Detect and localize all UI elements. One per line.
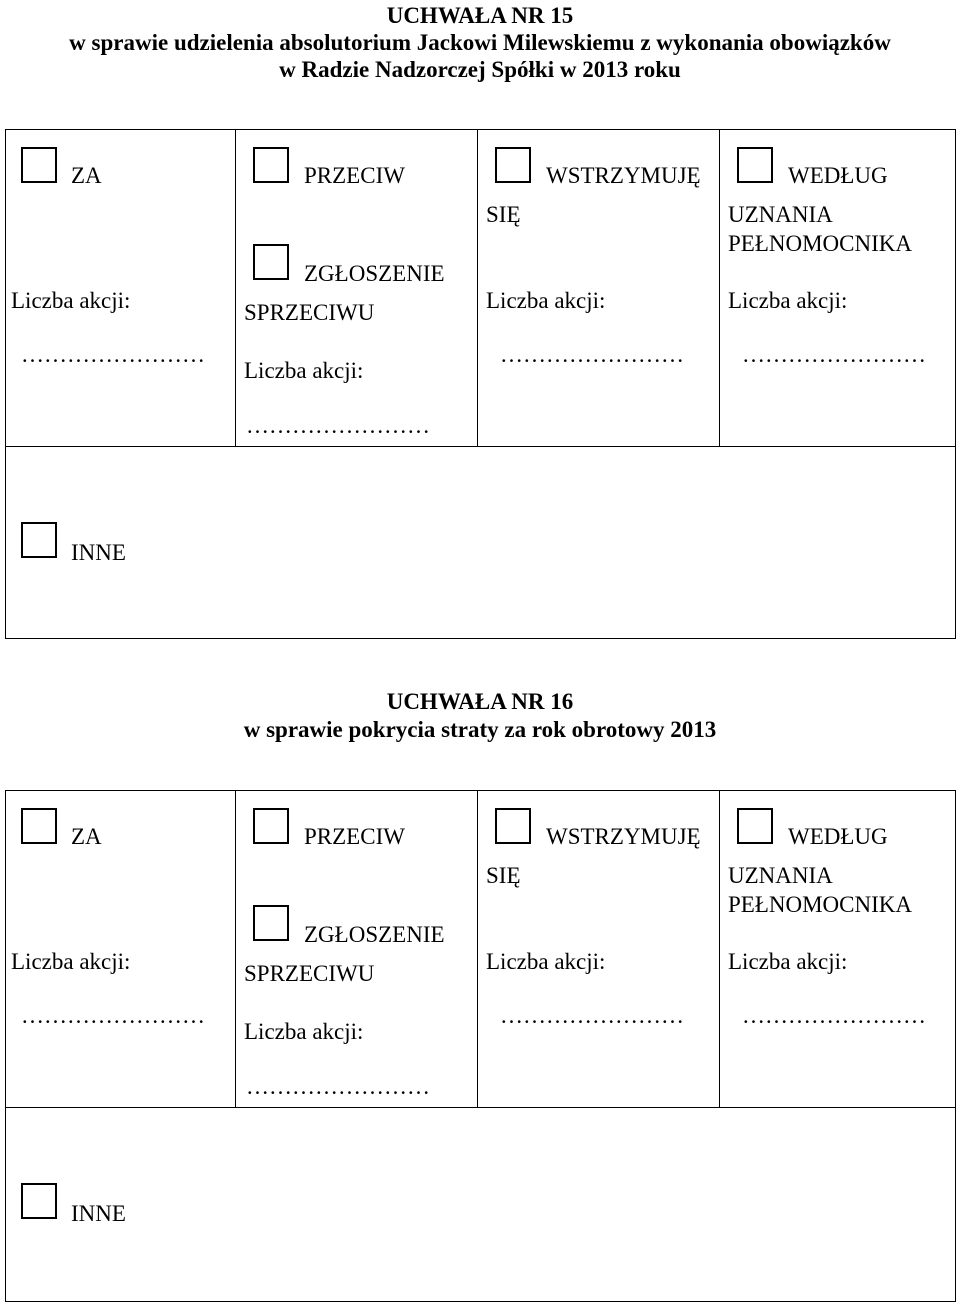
wedlug-checkbox[interactable] [737, 147, 773, 183]
inne-checkbox[interactable] [21, 522, 57, 558]
wstrzymuje-label-line2: SIĘ [486, 202, 521, 227]
option-wedlug [719, 791, 955, 1107]
wedlug-shares-field[interactable]: …………………… [742, 342, 926, 367]
przeciw-shares-field[interactable]: …………………… [246, 413, 430, 438]
wedlug-label-line3: PEŁNOMOCNIKA [728, 892, 912, 917]
za-shares-label: Liczba akcji: [11, 288, 131, 313]
resolution-15-subtitle-line1: w sprawie udzielenia absolutorium Jackowi Milewskiemu z wykonania obowiązków [69, 30, 891, 55]
wstrzymuje-label-line2: SIĘ [486, 863, 521, 888]
option-za [6, 791, 235, 1107]
wstrzymuje-label-line1: WSTRZYMUJĘ [546, 163, 701, 188]
wedlug-label-line1: WEDŁUG [788, 824, 888, 849]
wstrzymuje-checkbox[interactable] [495, 147, 531, 183]
przeciw-shares-label: Liczba akcji: [244, 1019, 364, 1044]
wstrzymuje-shares-label: Liczba akcji: [486, 288, 606, 313]
za-checkbox[interactable] [21, 808, 57, 844]
za-shares-field[interactable]: …………………… [21, 1003, 205, 1028]
zgloszenie-label-line1: ZGŁOSZENIE [304, 261, 445, 286]
wstrzymuje-shares-field[interactable]: …………………… [500, 1003, 684, 1028]
resolution-16-vote-form [5, 790, 956, 1302]
zgloszenie-label-line2: SPRZECIWU [244, 961, 375, 986]
zgloszenie-checkbox[interactable] [253, 905, 289, 941]
za-checkbox[interactable] [21, 147, 57, 183]
wedlug-checkbox[interactable] [737, 808, 773, 844]
wedlug-label-line1: WEDŁUG [788, 163, 888, 188]
wedlug-label-line2: UZNANIA [728, 202, 833, 227]
przeciw-shares-field[interactable]: …………………… [246, 1074, 430, 1099]
option-przeciw [235, 130, 477, 446]
zgloszenie-label-line1: ZGŁOSZENIE [304, 922, 445, 947]
przeciw-shares-label: Liczba akcji: [244, 358, 364, 383]
resolution-15-title: UCHWAŁA NR 15 [386, 3, 574, 28]
wedlug-shares-label: Liczba akcji: [728, 288, 848, 313]
przeciw-checkbox[interactable] [253, 808, 289, 844]
zgloszenie-checkbox[interactable] [253, 244, 289, 280]
za-label: ZA [71, 163, 102, 188]
inne-label: INNE [71, 540, 126, 565]
resolution-15-subtitle-line2: w Radzie Nadzorczej Spółki w 2013 roku [279, 57, 681, 82]
wedlug-shares-label: Liczba akcji: [728, 949, 848, 974]
option-inne [6, 446, 955, 638]
wstrzymuje-shares-field[interactable]: …………………… [500, 342, 684, 367]
resolution-15-vote-form [5, 129, 956, 639]
wedlug-label-line3: PEŁNOMOCNIKA [728, 231, 912, 256]
option-inne [6, 1107, 955, 1301]
inne-checkbox[interactable] [21, 1183, 57, 1219]
za-shares-field[interactable]: …………………… [21, 342, 205, 367]
inne-label: INNE [71, 1201, 126, 1226]
wstrzymuje-label-line1: WSTRZYMUJĘ [546, 824, 701, 849]
wstrzymuje-shares-label: Liczba akcji: [486, 949, 606, 974]
resolution-16-subtitle-line1: w sprawie pokrycia straty za rok obrotowy 2013 [243, 717, 717, 742]
przeciw-checkbox[interactable] [253, 147, 289, 183]
option-wstrzymuje [477, 791, 719, 1107]
za-shares-label: Liczba akcji: [11, 949, 131, 974]
wstrzymuje-checkbox[interactable] [495, 808, 531, 844]
zgloszenie-label-line2: SPRZECIWU [244, 300, 375, 325]
resolution-16-title: UCHWAŁA NR 16 [386, 689, 574, 714]
option-wedlug [719, 130, 955, 446]
option-wstrzymuje [477, 130, 719, 446]
option-za [6, 130, 235, 446]
za-label: ZA [71, 824, 102, 849]
wedlug-shares-field[interactable]: …………………… [742, 1003, 926, 1028]
przeciw-label: PRZECIW [304, 824, 405, 849]
przeciw-label: PRZECIW [304, 163, 405, 188]
wedlug-label-line2: UZNANIA [728, 863, 833, 888]
option-przeciw [235, 791, 477, 1107]
